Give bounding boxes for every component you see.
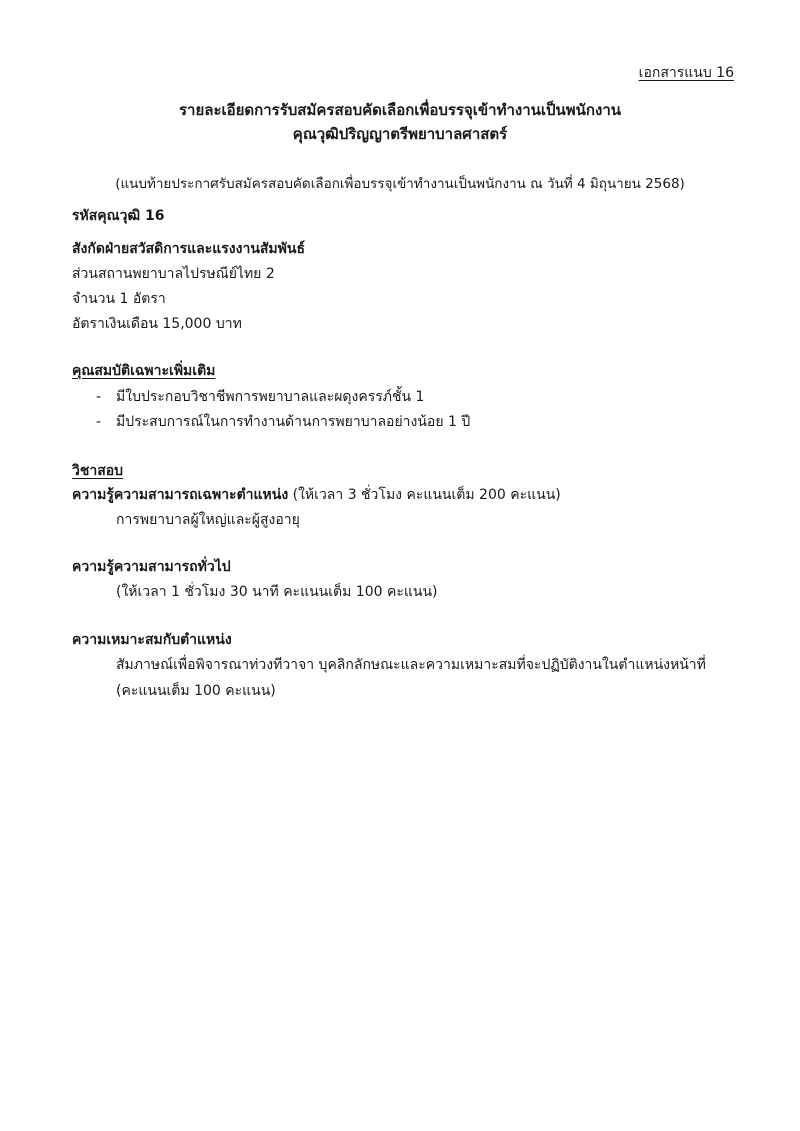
specific-knowledge-subject: การพยาบาลผู้ใหญ่และผู้สูงอายุ <box>116 512 300 528</box>
suitability-description: สัมภาษณ์เพื่อพิจารณาท่วงทีวาจา บุคลิกลักษณะและความเหมาะสมที่จะปฏิบัติงานในตำแหน่งหน้าที่ <box>116 657 706 673</box>
specific-knowledge-line <box>72 485 561 505</box>
document-title: รายละเอียดการรับสมัครสอบคัดเลือกเพื่อบรรจุเข้าทำงานเป็นพนักงาน <box>178 101 622 119</box>
qualification-item-text: มีใบประกอบวิชาชีพการพยาบาลและผดุงครรภ์ชั้น 1 <box>116 389 425 405</box>
list-item <box>96 387 424 407</box>
qualification-item-text: มีประสบการณ์ในการทำงานด้านการพยาบาลอย่างน้อย 1 ปี <box>116 414 471 430</box>
position-count: จำนวน 1 อัตรา <box>72 291 166 307</box>
qualification-code: รหัสคุณวุฒิ 16 <box>72 208 165 224</box>
specific-knowledge-heading: ความรู้ความสามารถเฉพาะตำแหน่ง <box>72 487 289 503</box>
general-knowledge-heading: ความรู้ความสามารถทั่วไป <box>72 559 231 575</box>
salary-rate: อัตราเงินเดือน 15,000 บาท <box>72 316 242 332</box>
dash-bullet-icon: - <box>96 414 102 430</box>
attachment-label: เอกสารแนบ 16 <box>638 65 734 81</box>
dash-bullet-icon: - <box>96 389 102 405</box>
list-item <box>96 412 470 432</box>
general-knowledge-detail: (ให้เวลา 1 ชั่วโมง 30 นาที คะแนนเต็ม 100 คะแนน) <box>116 584 438 600</box>
document-subtitle-qualification: คุณวุฒิปริญญาตรีพยาบาลศาสตร์ <box>292 125 508 143</box>
unit-name: ส่วนสถานพยาบาลไปรษณีย์ไทย 2 <box>72 266 275 282</box>
specific-knowledge-detail: (ให้เวลา 3 ชั่วโมง คะแนนเต็ม 200 คะแนน) <box>288 487 561 503</box>
suitability-score: (คะแนนเต็ม 100 คะแนน) <box>116 683 276 699</box>
announcement-reference: (แนบท้ายประกาศรับสมัครสอบคัดเลือกเพื่อบรรจุเข้าทำงานเป็นพนักงาน ณ วันที่ 4 มิถุนายน 2568) <box>115 176 685 192</box>
exam-heading: วิชาสอบ <box>72 463 124 479</box>
department-name: สังกัดฝ่ายสวัสดิการและแรงงานสัมพันธ์ <box>72 241 306 257</box>
qualifications-heading: คุณสมบัติเฉพาะเพิ่มเติม <box>72 363 216 379</box>
suitability-heading: ความเหมาะสมกับตำแหน่ง <box>72 632 232 648</box>
